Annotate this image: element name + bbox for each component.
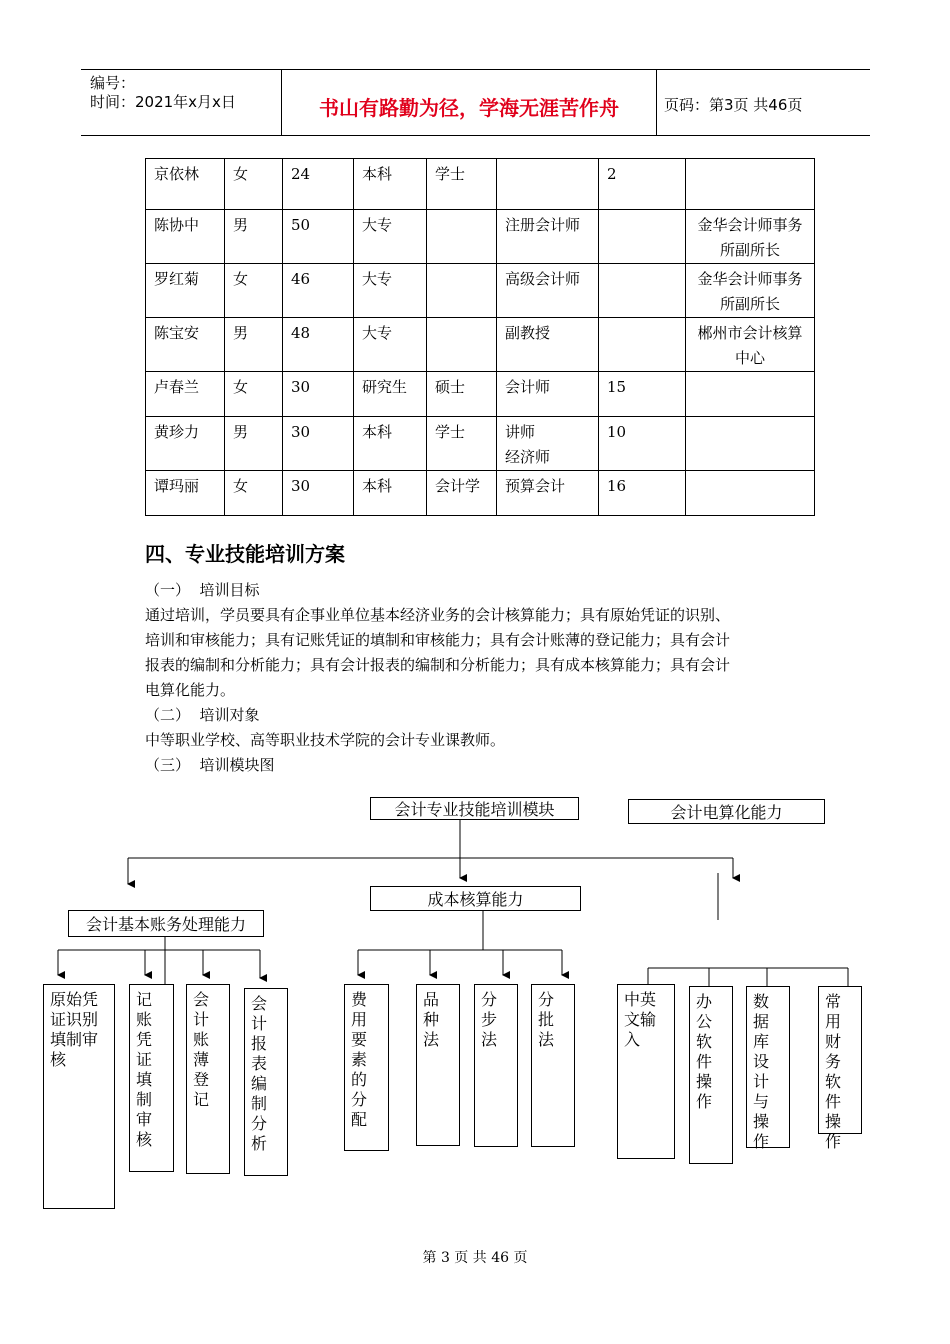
table-cell: 女 — [225, 372, 283, 417]
table-cell: 高级会计师 — [497, 264, 599, 318]
goal-line: 通过培训，学员要具有企事业单位基本经济业务的会计核算能力；具有原始凭证的识别、 — [145, 606, 731, 624]
table-cell: 男 — [225, 417, 283, 471]
table-cell: 会计学 — [427, 471, 497, 516]
module-office-software: 办公软件操作 — [689, 986, 733, 1164]
table-cell: 研究生 — [354, 372, 427, 417]
table-cell: 硕士 — [427, 372, 497, 417]
table-cell: 大专 — [354, 318, 427, 372]
subheading-goal: （一） 培训目标 — [145, 581, 260, 599]
goal-line: 报表的编制和分析能力；具有会计报表的编制和分析能力；具有成本核算能力；具有会计 — [145, 656, 731, 674]
module-batch-method: 分批法 — [531, 984, 575, 1147]
table-cell: 学士 — [427, 159, 497, 210]
table-cell: 本科 — [354, 471, 427, 516]
table-cell: 会计师 — [497, 372, 599, 417]
table-cell: 24 — [283, 159, 354, 210]
table-cell: 16 — [599, 471, 686, 516]
table-cell: 金华会计师事务所副所长 — [686, 210, 815, 264]
doc-number-label: 编号： — [90, 74, 136, 92]
module-step-method: 分步法 — [474, 984, 518, 1147]
diagram-cost-box: 成本核算能力 — [370, 886, 581, 911]
table-cell: 学士 — [427, 417, 497, 471]
table-cell: 男 — [225, 318, 283, 372]
table-cell: 金华会计师事务所副所长 — [686, 264, 815, 318]
module-finance-software: 常用财务软件操作 — [818, 986, 862, 1134]
table-cell: 大专 — [354, 264, 427, 318]
table-cell: 黄珍力 — [146, 417, 225, 471]
subheading-diagram: （三） 培训模块图 — [145, 756, 275, 774]
module-original-voucher: 原始凭证识别填制审核 — [43, 984, 115, 1209]
table-cell: 谭玛丽 — [146, 471, 225, 516]
table-cell: 30 — [283, 372, 354, 417]
table-cell: 2 — [599, 159, 686, 210]
table-cell: 京依林 — [146, 159, 225, 210]
table-cell: 48 — [283, 318, 354, 372]
table-cell: 本科 — [354, 417, 427, 471]
table-cell: 大专 — [354, 210, 427, 264]
table-cell: 郴州市会计核算中心 — [686, 318, 815, 372]
module-ledger-register: 会计账薄登记 — [186, 984, 230, 1174]
table-cell: 50 — [283, 210, 354, 264]
module-statement-analysis: 会计报表编制分析 — [244, 988, 288, 1176]
header-motto: 书山有路勤为径，学海无涯苦作舟 — [319, 96, 619, 120]
module-bookkeeping-voucher: 记账凭证填制审核 — [129, 984, 174, 1172]
table-cell: 女 — [225, 264, 283, 318]
table-cell: 注册会计师 — [497, 210, 599, 264]
goal-line: 培训和审核能力；具有记账凭证的填制和审核能力；具有会计账薄的登记能力；具有会计 — [145, 631, 731, 649]
table-cell: 30 — [283, 417, 354, 471]
goal-line: 电算化能力。 — [145, 681, 236, 699]
table-cell: 罗红菊 — [146, 264, 225, 318]
table-cell: 陈宝安 — [146, 318, 225, 372]
table-cell: 陈协中 — [146, 210, 225, 264]
table-cell: 15 — [599, 372, 686, 417]
table-cell: 女 — [225, 471, 283, 516]
table-cell: 预算会计 — [497, 471, 599, 516]
diagram-computer-box: 会计电算化能力 — [628, 799, 825, 824]
header-page-label: 页码：第3页 共46页 — [664, 96, 803, 114]
table-cell: 卢春兰 — [146, 372, 225, 417]
table-cell: 10 — [599, 417, 686, 471]
module-database: 数据库设计与操作 — [746, 986, 790, 1148]
table-cell: 女 — [225, 159, 283, 210]
table-cell: 46 — [283, 264, 354, 318]
subheading-target: （二） 培训对象 — [145, 706, 260, 724]
table-cell: 男 — [225, 210, 283, 264]
page-footer: 第 3 页 共 46 页 — [422, 1250, 528, 1266]
doc-time-label: 时间：2021年x月x日 — [90, 93, 236, 111]
table-cell: 本科 — [354, 159, 427, 210]
target-text: 中等职业学校、高等职业技术学院的会计专业课教师。 — [145, 731, 506, 749]
table-cell: 30 — [283, 471, 354, 516]
module-expense-allocation: 费用要素的分配 — [344, 984, 389, 1151]
diagram-basic-box: 会计基本账务处理能力 — [68, 910, 264, 937]
section-title: 四、专业技能培训方案 — [145, 542, 345, 566]
module-text-input: 中英文输入 — [617, 984, 675, 1159]
table-cell: 副教授 — [497, 318, 599, 372]
diagram-root-box: 会计专业技能培训模块 — [370, 797, 579, 820]
module-product-method: 品种法 — [416, 984, 460, 1146]
table-cell: 讲师 经济师 — [497, 417, 599, 471]
